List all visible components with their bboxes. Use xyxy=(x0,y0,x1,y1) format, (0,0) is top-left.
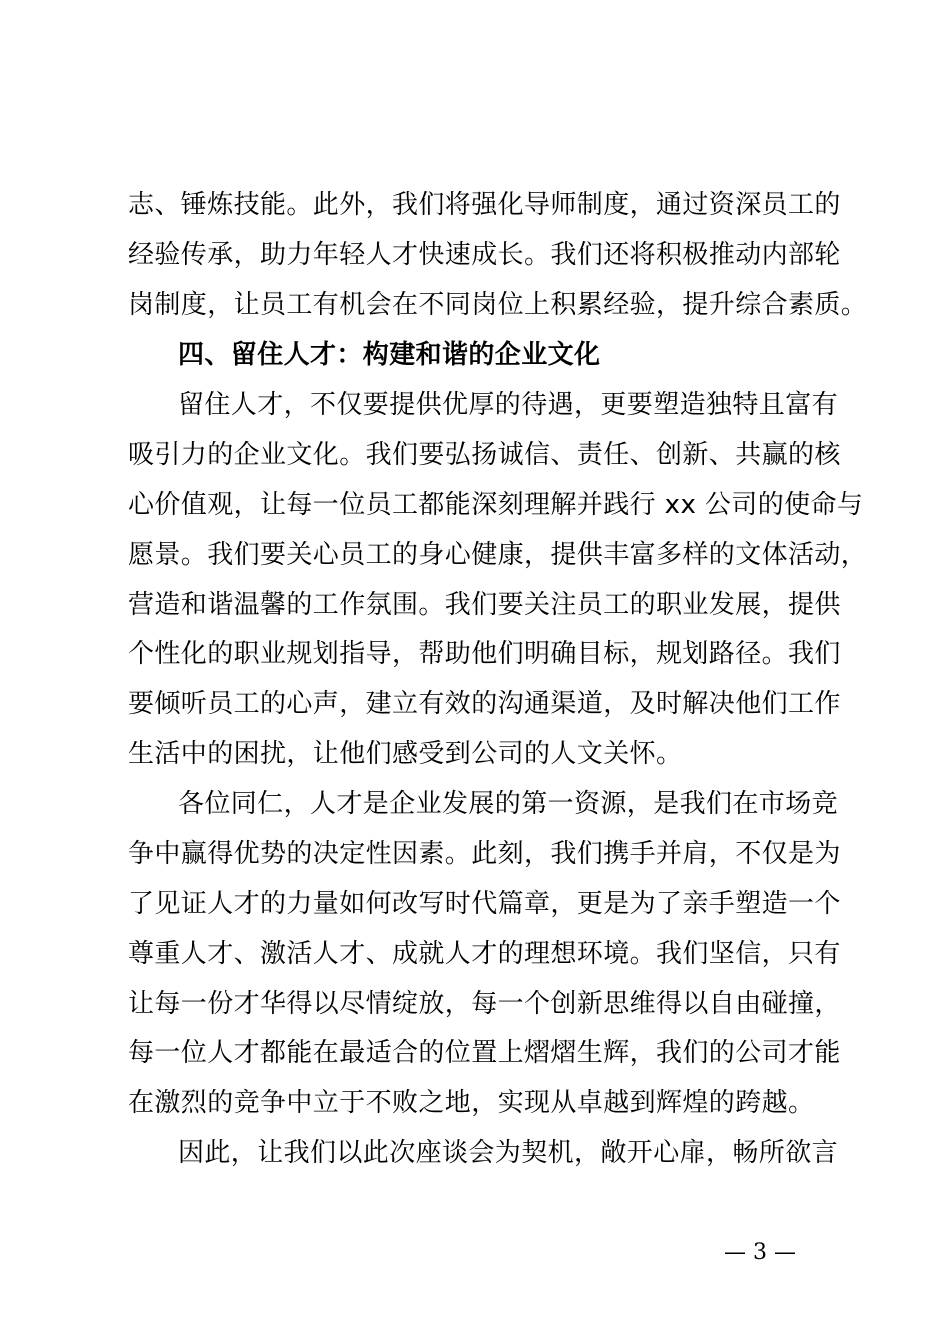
paragraph-2-line-2: 吸引力的企业文化。我们要弘扬诚信、责任、创新、共赢的核 xyxy=(128,440,841,470)
paragraph-2-line-6: 个性化的职业规划指导，帮助他们明确目标，规划路径。我们 xyxy=(128,639,841,669)
paragraph-3-line-2: 争中赢得优势的决定性因素。此刻，我们携手并肩，不仅是为 xyxy=(128,839,841,869)
paragraph-2-line-3: 心价值观，让每一位员工都能深刻理解并践行 xx 公司的使命与 xyxy=(128,490,864,520)
paragraph-3-line-6: 每一位人才都能在最适合的位置上熠熠生辉，我们的公司才能 xyxy=(128,1038,841,1068)
paragraph-3-line-3: 了见证人才的力量如何改写时代篇章，更是为了亲手塑造一个 xyxy=(128,889,841,919)
paragraph-3-line-5: 让每一份才华得以尽情绽放，每一个创新思维得以自由碰撞， xyxy=(128,989,841,1019)
paragraph-4-line-1: 因此，让我们以此次座谈会为契机，敞开心扉，畅所欲言 xyxy=(178,1138,839,1168)
paragraph-3-line-4: 尊重人才、激活人才、成就人才的理想环境。我们坚信，只有 xyxy=(128,939,841,969)
paragraph-3-line-1: 各位同仁，人才是企业发展的第一资源，是我们在市场竞 xyxy=(178,789,839,819)
section-heading: 四、留住人才：构建和谐的企业文化 xyxy=(178,340,601,370)
paragraph-2-line-4: 愿景。我们要关心员工的身心健康，提供丰富多样的文体活动， xyxy=(128,540,868,570)
paragraph-2-line-5: 营造和谐温馨的工作氛围。我们要关注员工的职业发展，提供 xyxy=(128,590,841,620)
paragraph-1-line-2: 经验传承，助力年轻人才快速成长。我们还将积极推动内部轮 xyxy=(128,240,841,270)
paragraph-1-line-1: 志、锤炼技能。此外，我们将强化导师制度，通过资深员工的 xyxy=(128,190,841,220)
paragraph-1-line-3: 岗制度，让员工有机会在不同岗位上积累经验，提升综合素质。 xyxy=(128,290,868,320)
paragraph-2-line-1: 留住人才，不仅要提供优厚的待遇，更要塑造独特且富有 xyxy=(178,390,839,420)
paragraph-2-line-8: 生活中的困扰，让他们感受到公司的人文关怀。 xyxy=(128,739,683,769)
paragraph-2-line-7: 要倾听员工的心声，建立有效的沟通渠道，及时解决他们工作 xyxy=(128,689,841,719)
paragraph-3-line-7: 在激烈的竞争中立于不败之地，实现从卓越到辉煌的跨越。 xyxy=(128,1088,815,1118)
page-number: — 3 — xyxy=(724,1240,796,1265)
